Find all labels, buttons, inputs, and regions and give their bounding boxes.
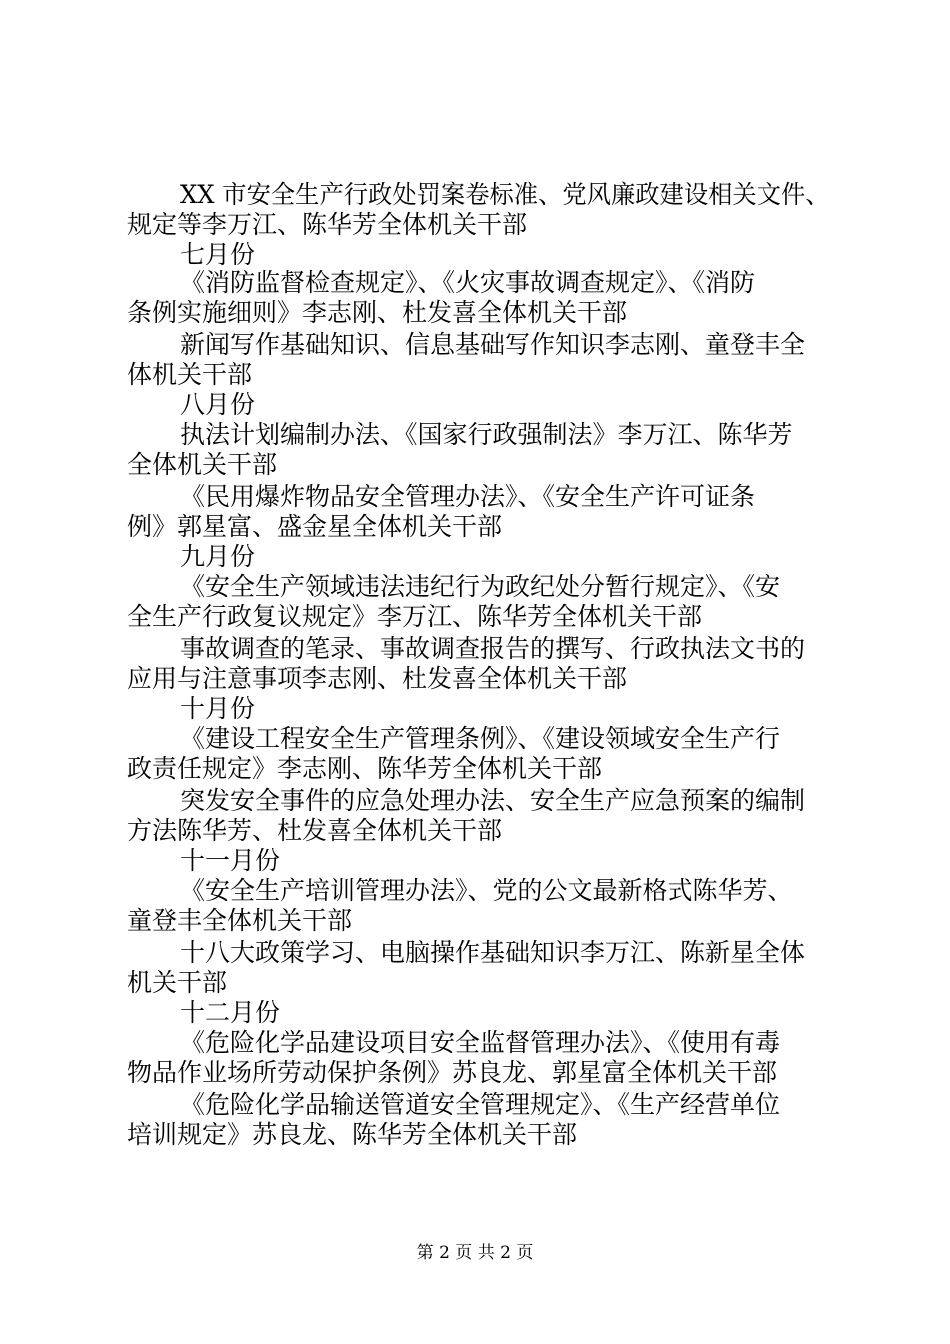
body-line: 《消防监督检查规定》、《火灾事故调查规定》、《消防 — [180, 268, 756, 297]
body-line: 应用与注意事项李志刚、杜发喜全体机关干部 — [127, 664, 628, 693]
page-number-footer: 第 2 页 共 2 页 — [416, 1243, 534, 1263]
month-heading: 十二月份 — [180, 998, 281, 1027]
body-line: 方法陈华芳、杜发喜全体机关干部 — [127, 816, 503, 845]
body-line: 《安全生产培训管理办法》、党的公文最新格式陈华芳、 — [180, 876, 793, 905]
body-line: 《建设工程安全生产管理条例》、《建设领域安全生产行 — [180, 724, 781, 753]
body-line: 条例实施细则》李志刚、杜发喜全体机关干部 — [127, 298, 628, 327]
body-line: 规定等李万江、陈华芳全体机关干部 — [127, 210, 528, 239]
body-line: 十八大政策学习、电脑操作基础知识李万江、陈新星全体 — [180, 938, 806, 967]
body-line: 机关干部 — [127, 968, 228, 997]
body-line: 全生产行政复议规定》李万江、陈华芳全体机关干部 — [127, 602, 703, 631]
body-line: 例》郭星富、盛金星全体机关干部 — [127, 512, 503, 541]
month-heading: 十月份 — [180, 694, 256, 723]
body-line: 突发安全事件的应急处理办法、安全生产应急预案的编制 — [180, 786, 806, 815]
month-heading: 九月份 — [180, 542, 256, 571]
body-line: 执法计划编制办法、《国家行政强制法》李万江、陈华芳 — [180, 420, 793, 449]
body-line: 《危险化学品输送管道安全管理规定》、《生产经营单位 — [180, 1090, 781, 1119]
body-line: 物品作业场所劳动保护条例》苏良龙、郭星富全体机关干部 — [127, 1058, 778, 1087]
body-line: 《民用爆炸物品安全管理办法》、《安全生产许可证条 — [180, 482, 756, 511]
body-line: XX 市安全生产行政处罚案卷标准、党风廉政建设相关文件、 — [180, 180, 830, 209]
body-line: 政责任规定》李志刚、陈华芳全体机关干部 — [127, 754, 603, 783]
month-heading: 七月份 — [180, 240, 256, 269]
month-heading: 十一月份 — [180, 846, 281, 875]
body-line: 体机关干部 — [127, 360, 253, 389]
body-line: 全体机关干部 — [127, 450, 278, 479]
body-line: 童登丰全体机关干部 — [127, 906, 353, 935]
body-line: 新闻写作基础知识、信息基础写作知识李志刚、童登丰全 — [180, 330, 806, 359]
body-line: 事故调查的笔录、事故调查报告的撰写、行政执法文书的 — [180, 634, 806, 663]
body-line: 培训规定》苏良龙、陈华芳全体机关干部 — [127, 1120, 578, 1149]
body-line: 《安全生产领域违法违纪行为政纪处分暂行规定》、《安 — [180, 572, 781, 601]
month-heading: 八月份 — [180, 390, 256, 419]
body-line: 《危险化学品建设项目安全监督管理办法》、《使用有毒 — [180, 1028, 781, 1057]
